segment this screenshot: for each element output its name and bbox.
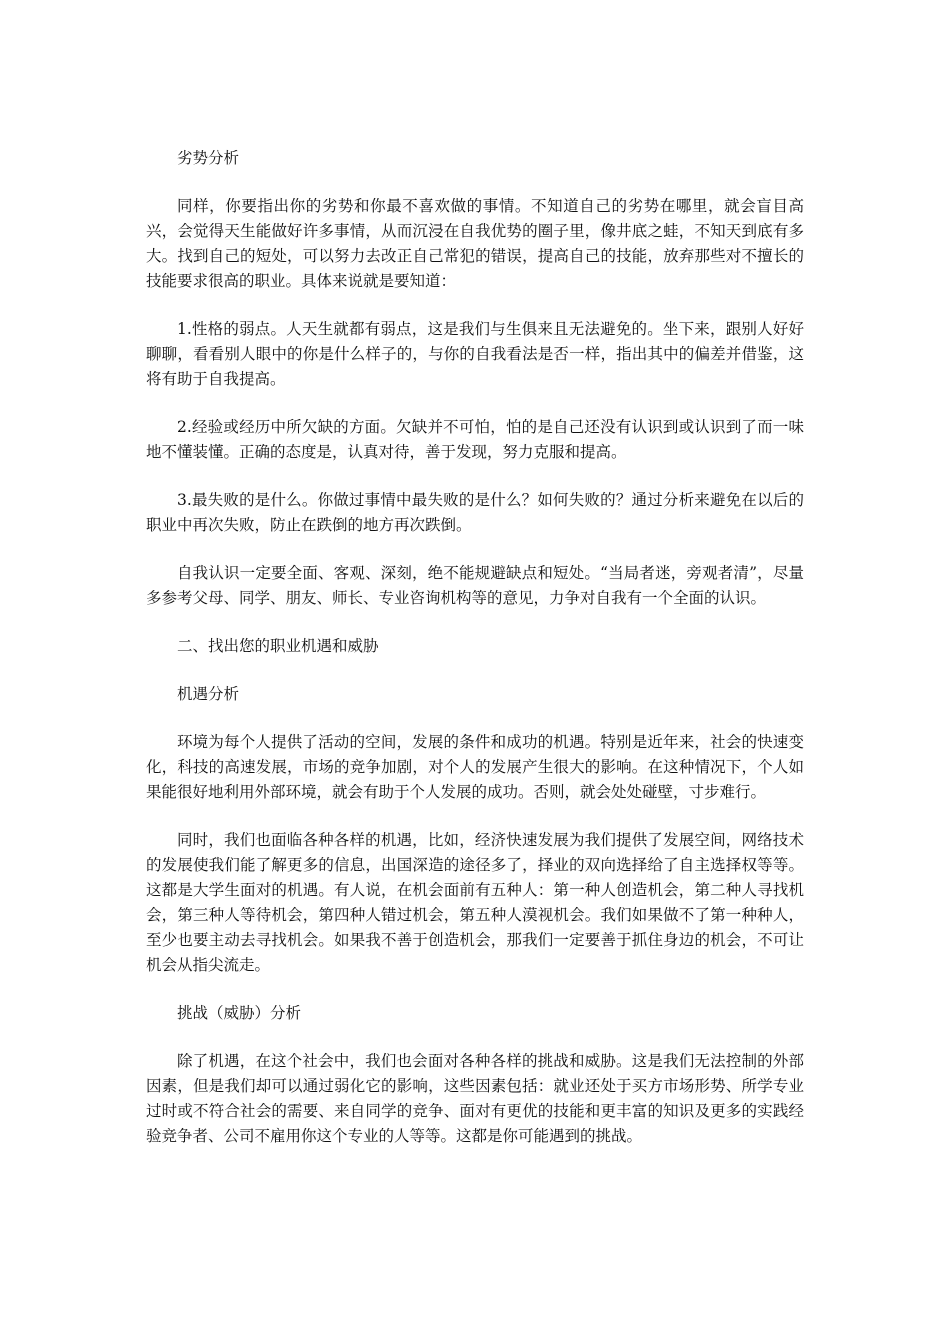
paragraph-point-3: 3.最失败的是什么。你做过事情中最失败的是什么？如何失败的？通过分析来避免在以后的职业中再次失败，防止在跌倒的地方再次跌倒。: [146, 491, 804, 534]
paragraph-environment: 环境为每个人提供了活动的空间，发展的条件和成功的机遇。特别是近年来，社会的快速变化，科技的高速发展，市场的竞争加剧，对个人的发展产生很大的影响。在这种情况下，个人如果能很好地利用外部环境，就会有助于个人发展的成功。否则，就会处处碰壁，寸步难行。: [146, 733, 804, 801]
paragraph-point-2: 2.经验或经历中所欠缺的方面。欠缺并不可怕，怕的是自己还没有认识到或认识到了而一味地不懂装懂。正确的态度是，认真对待，善于发现，努力克服和提高。: [146, 418, 804, 461]
paragraph-threats: 除了机遇，在这个社会中，我们也会面对各种各样的挑战和威胁。这是我们无法控制的外部因素，但是我们却可以通过弱化它的影响，这些因素包括：就业还处于买方市场形势、所学专业过时或不符合社会的需要、来自同学的竞争、面对有更优的技能和更丰富的知识及更多的实践经验竞争者、公司不雇用你这个专业的人等等。这都是你可能遇到的挑战。: [146, 1052, 804, 1145]
heading-section-2: 二、找出您的职业机遇和威胁: [177, 637, 379, 655]
heading-opportunity-analysis: 机遇分析: [177, 685, 240, 703]
paragraph-opportunities: 同时，我们也面临各种各样的机遇，比如，经济快速发展为我们提供了发展空间，网络技术的发展使我们能了解更多的信息，出国深造的途径多了，择业的双向选择给了自主选择权等等。这都是大学生面对的机遇。有人说，在机会面前有五种人：第一种人创造机会，第二种人寻找机会，第三种人等待机会，第四种人错过机会，第五种人漠视机会。我们如果做不了第一种种人，至少也要主动去寻找机会。如果我不善于创造机会，那我们一定要善于抓住身边的机会，不可让机会从指尖流走。: [146, 831, 804, 974]
heading-weakness-analysis: 劣势分析: [177, 149, 240, 167]
heading-threat-analysis: 挑战（威胁）分析: [177, 1004, 302, 1022]
paragraph-weakness-intro: 同样，你要指出你的劣势和你最不喜欢做的事情。不知道自己的劣势在哪里，就会盲目高兴，会觉得天生能做好许多事情，从而沉浸在自我优势的圈子里，像井底之蛙，不知天到底有多大。找到自己的短处，可以努力去改正自己常犯的错误，提高自己的技能，放弃那些对不擅长的技能要求很高的职业。具体来说就是要知道：: [146, 197, 804, 290]
document-body: [146, 146, 804, 1172]
paragraph-self-knowledge: 自我认识一定要全面、客观、深刻，绝不能规避缺点和短处。“当局者迷，旁观者清”，尽量多参考父母、同学、朋友、师长、专业咨询机构等的意见，力争对自我有一个全面的认识。: [146, 564, 804, 607]
paragraph-point-1: 1.性格的弱点。人天生就都有弱点，这是我们与生俱来且无法避免的。坐下来，跟别人好好聊聊，看看别人眼中的你是什么样子的，与你的自我看法是否一样，指出其中的偏差并借鉴，这将有助于自我提高。: [146, 320, 804, 388]
